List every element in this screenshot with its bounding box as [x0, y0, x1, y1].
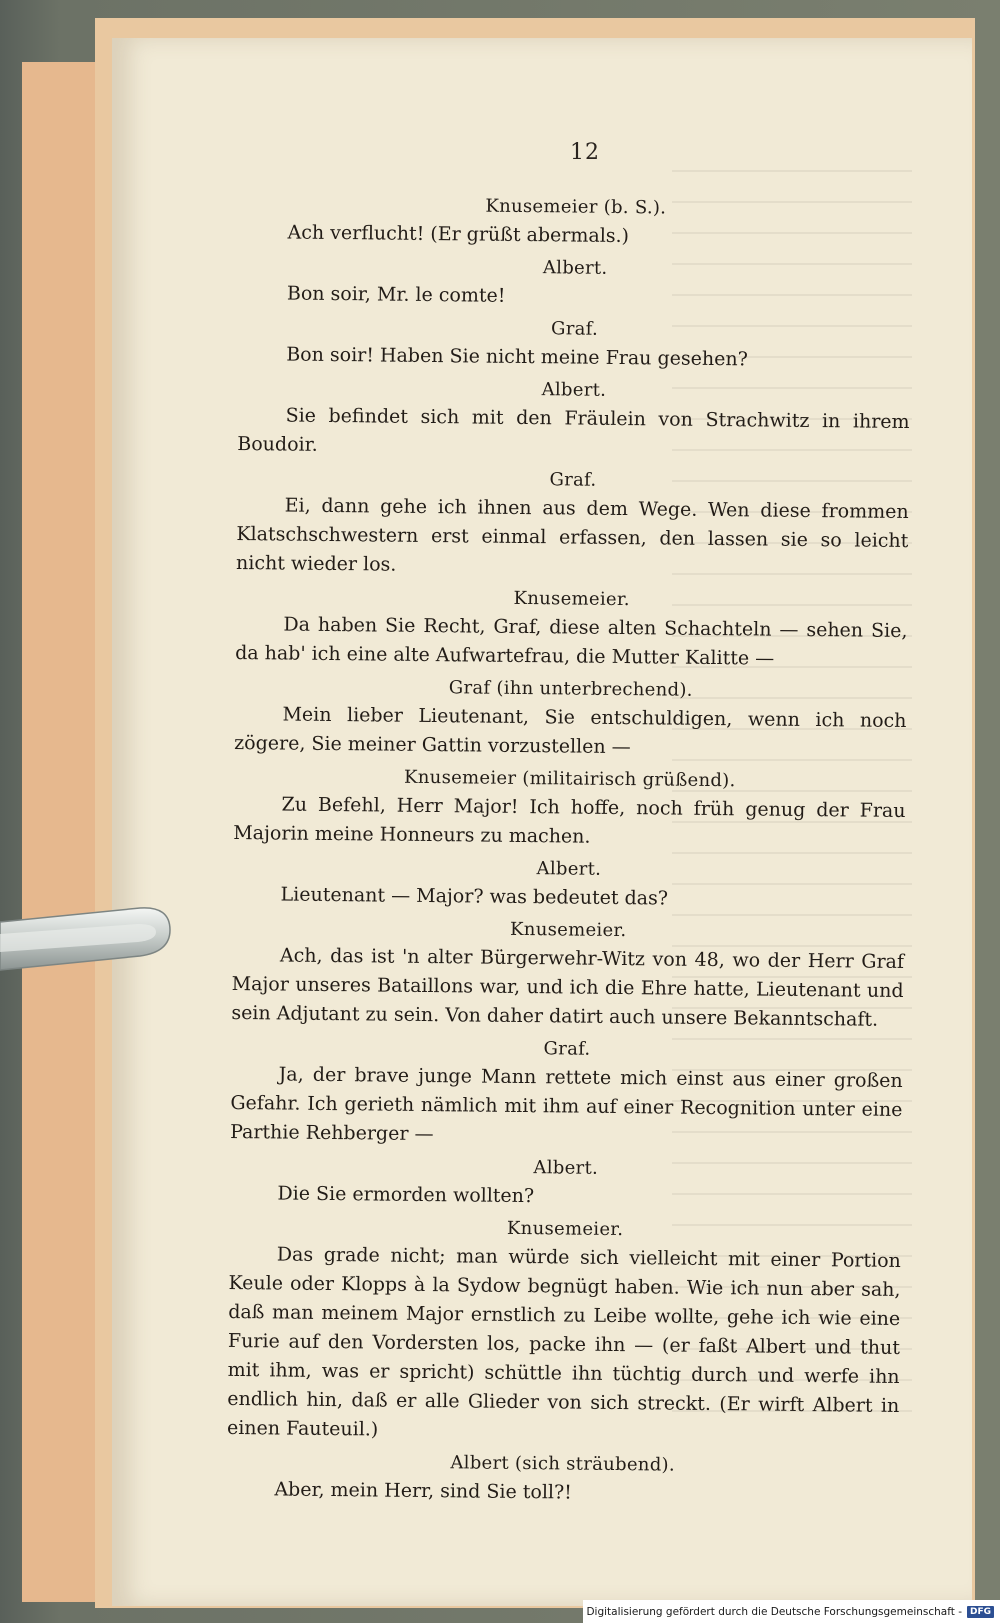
- speaker-label: Albert.: [536, 858, 602, 880]
- speaker-label: Knusemeier.: [513, 587, 630, 611]
- dialogue-line: Bon soir! Haben Sie nicht meine Frau gesehen?: [286, 343, 748, 371]
- page-clip-icon: [0, 900, 172, 980]
- speaker-label: Graf.: [550, 318, 599, 340]
- dialogue-text: [226, 190, 912, 1511]
- speaker-label: Albert.: [533, 1157, 599, 1179]
- speaker-label: Knusemeier.: [506, 1217, 624, 1241]
- dialogue-line: Ei, dann gehe ich ihnen aus dem Wege. Wen diese frommen Klatschschwestern erst einmal erfassen, den lassen sie so leicht nicht wieder los.: [235, 494, 909, 576]
- dialogue-line: Da haben Sie Recht, Graf, diese alten Schachteln — sehen Sie, da hab' ich eine alte Aufwartefrau, die Mutter Kalitte —: [235, 613, 908, 670]
- dialogue-line: Bon soir, Mr. le comte!: [286, 282, 506, 307]
- dialogue-line: Das grade nicht; man würde sich vielleicht mit einer Portion Keule oder Klopps à la Sydow begnügt haben. Wie ich nun aber sah, daß man meinem Major ernstlich zu Leibe wollte, gehe ich wie eine Furie auf den Vordersten los, packe ihn — (er faßt Albert und thut mit ihm, was er spricht) schüttle ihn tüchtig durch und werfe ihn endlich hin, daß er alle Glieder von sich streckt. (Er wirft Albert in einen Fauteuil.): [226, 1243, 901, 1441]
- dialogue-line: Mein lieber Lieutenant, Sie entschuldigen, wenn ich noch zögere, Sie meiner Gattin vorzustellen —: [234, 703, 907, 759]
- dialogue-line: Ach verflucht! (Er grüßt abermals.): [287, 221, 630, 248]
- speaker-label: Knusemeier (b. S.).: [485, 195, 667, 219]
- digitization-footer: [583, 1600, 1000, 1623]
- speaker-label: Graf.: [543, 1038, 591, 1060]
- dialogue-line: Aber, mein Herr, sind Sie toll?!: [274, 1478, 572, 1504]
- speaker-label: Knusemeier.: [510, 918, 627, 942]
- speaker-label: Graf.: [549, 469, 597, 491]
- dfg-logo: DFG: [967, 1606, 994, 1618]
- speaker-label: Knusemeier (militairisch grüßend).: [403, 766, 736, 792]
- dialogue-line: Sie befindet sich mit den Fräulein von Strachwitz in ihrem Boudoir.: [237, 404, 910, 456]
- speaker-label: Albert.: [542, 257, 608, 279]
- dialogue-line: Ja, der brave junge Mann rettete mich einst aus einer großen Gefahr. Ich gerieth nämlich mit ihm auf einer Recognition unter eine Parthie Rehberger —: [230, 1063, 903, 1146]
- footer-credit: Digitalisierung gefördert durch die Deutsche Forschungsgemeinschaft -: [586, 1605, 962, 1618]
- speaker-label: Graf (ihn unterbrechend).: [448, 677, 693, 701]
- speaker-label: Albert.: [541, 379, 607, 401]
- dialogue-line: Lieutenant — Major? was bedeutet das?: [280, 883, 669, 910]
- dialogue-line: Ach, das ist 'n alter Bürgerwehr-Witz von 48, wo der Herr Graf Major unseres Bataillons war, und ich die Ehre hatte, Lieutenant und sein Adjutant zu sein. Von daher datirt auch unsere Bekanntschaft.: [231, 944, 905, 1031]
- dialogue-line: Zu Befehl, Herr Major! Ich hoffe, noch früh genug der Frau Majorin meine Honneurs zu machen.: [233, 793, 906, 848]
- dialogue-line: Die Sie ermorden wollten?: [277, 1182, 535, 1208]
- speaker-label: Albert (sich sträubend).: [450, 1452, 676, 1476]
- page-number: 12: [570, 140, 600, 165]
